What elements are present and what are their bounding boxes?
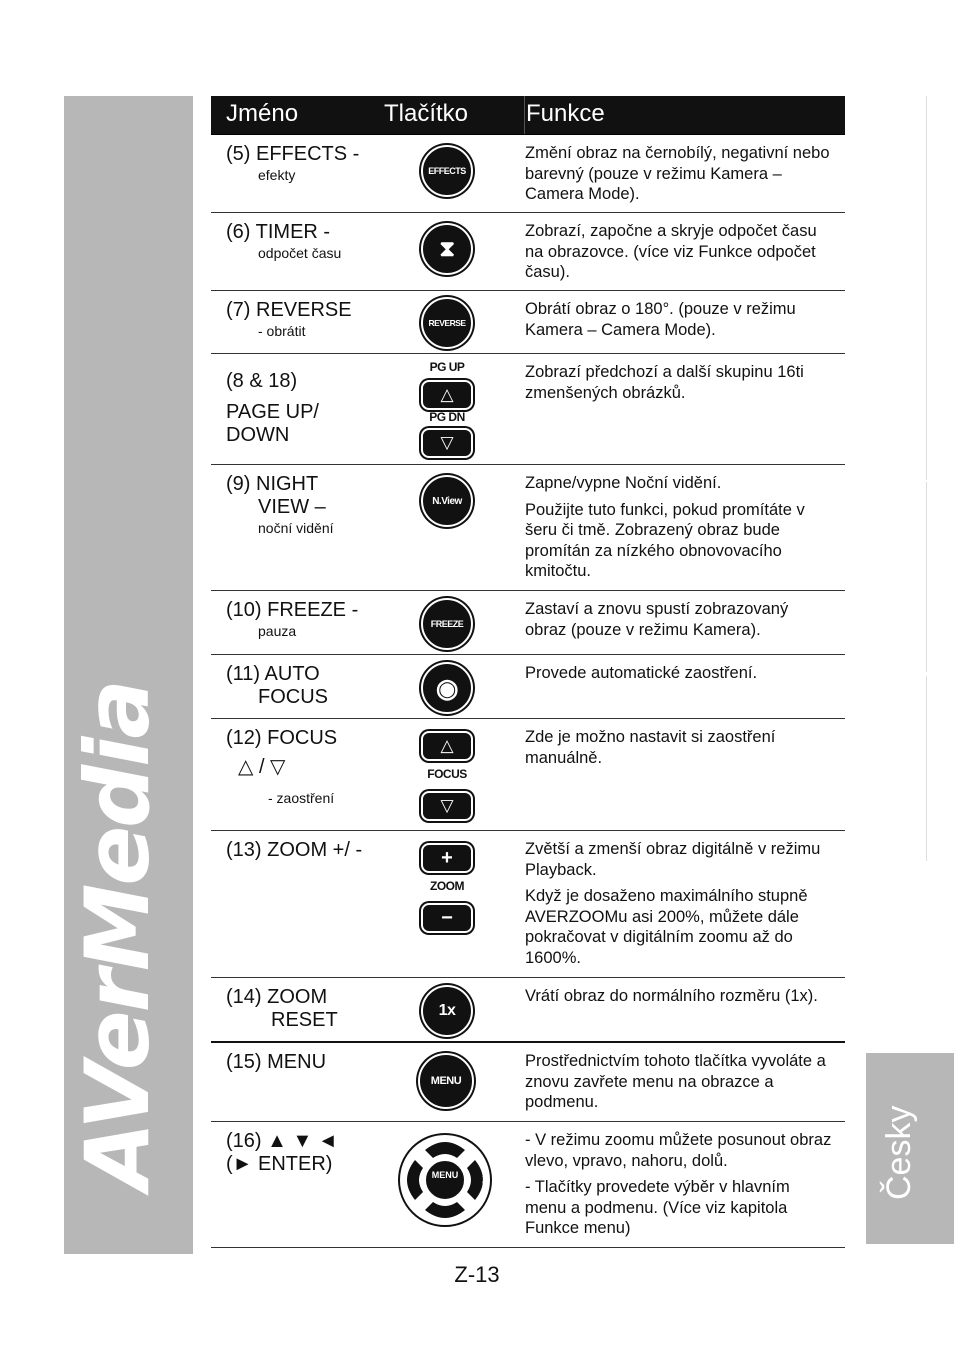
table-row — [211, 719, 845, 831]
table-row — [211, 1122, 845, 1248]
focus-down-icon: ▽ — [421, 791, 473, 821]
row-name: (7) REVERSE - obrátit — [226, 299, 352, 339]
nav-enter-label: ENTER — [480, 1170, 487, 1188]
header-button: Tlačítko — [384, 100, 469, 127]
row-function: Zobrazí předchozí a další skupinu 16ti zmenšených obrázků. — [525, 363, 804, 402]
zoom-reset-icon: 1x — [421, 985, 473, 1037]
row-name: (12) FOCUS △ / ▽ - zaostření — [226, 727, 338, 806]
menu-button-icon: MENU — [418, 1053, 474, 1109]
button-function-table — [211, 96, 845, 1248]
page-up-icon: △ — [421, 380, 473, 410]
page-number: Z-13 — [454, 1262, 500, 1287]
pgup-caption: PG UP — [429, 360, 465, 374]
edge-divider — [926, 676, 927, 861]
zoom-out-icon: − — [421, 903, 473, 933]
row-name: (10) FREEZE - pauza — [226, 599, 359, 639]
row-function: Zapne/vypne Noční vidění. Použijte tuto funkci, pokud promítáte v šeru či tmě. Zobrazený obraz bude promítán za nízkého obnovovacího kmitočtu. — [525, 474, 805, 580]
table-row — [211, 831, 845, 978]
nav-menu-label: MENU — [431, 1170, 459, 1180]
row-function: Zvětší a zmenší obraz digitálně v režimu Playback. Když je dosaženo maximálního stupně AVERZOOMu asi 200%, můžete dále pokračovat v digitálním zoomu až do 1600%. — [525, 840, 821, 967]
table-row — [211, 354, 845, 465]
row-name: (15) MENU — [226, 1051, 327, 1073]
eye-icon: ◉ — [421, 662, 473, 714]
focus-caption: FOCUS — [427, 767, 467, 781]
row-name: (9) NIGHT VIEW – noční vidění — [226, 473, 334, 536]
table-row — [211, 213, 845, 291]
row-function: Provede automatické zaostření. — [525, 664, 758, 682]
zoom-in-icon: + — [421, 843, 473, 873]
table-header — [211, 96, 845, 135]
row-function: Změní obraz na černobílý, negativní nebo barevný (pouze v režimu Kamera – Camera Mode). — [525, 144, 830, 203]
edge-divider — [926, 482, 927, 672]
table-row — [211, 978, 845, 1043]
row-name: (16) ▲ ▼ ◄ (► ENTER) — [226, 1130, 338, 1175]
row-function: Obrátí obraz o 180°. (pouze v režimu Kamera – Camera Mode). — [525, 300, 796, 339]
language-label: Česky — [880, 1105, 918, 1200]
row-function: Zde je možno nastavit si zaostření manuálně. — [525, 728, 776, 767]
night-view-button-icon: N.View — [421, 475, 473, 527]
header-name: Jméno — [226, 100, 299, 127]
header-divider — [524, 96, 525, 134]
avermedia-logo: AVerMedia — [66, 681, 169, 1190]
row-name: (6) TIMER - odpočet času — [226, 221, 342, 261]
edge-divider — [926, 96, 927, 480]
zoom-caption: ZOOM — [430, 879, 464, 893]
table-row — [211, 291, 845, 354]
page-down-icon: ▽ — [421, 428, 473, 458]
table-row — [211, 1043, 845, 1122]
timer-button-icon: ⧗ — [421, 223, 473, 275]
freeze-button-icon: FREEZE — [421, 598, 473, 650]
table-row — [211, 465, 845, 591]
row-name: (13) ZOOM +/ - — [226, 839, 363, 861]
row-name: (11) AUTO FOCUS — [226, 663, 328, 708]
row-name: (8 & 18) PAGE UP/ DOWN — [226, 370, 319, 446]
row-name: (14) ZOOM RESET — [226, 986, 338, 1031]
pgdn-caption: PG DN — [429, 410, 465, 424]
row-function: Vrátí obraz do normálního rozměru (1x). — [525, 987, 818, 1005]
row-function: - V režimu zoomu můžete posunout obraz vlevo, vpravo, nahoru, dolů. - Tlačítky provedete výběr v hlavním menu a podmenu. (Více viz kapitola Funkce menu) — [525, 1131, 832, 1237]
row-function: Prostřednictvím tohoto tlačítka vyvoláte a znovu zavřete menu na obrazce a podmenu. — [525, 1052, 826, 1111]
row-function: Zobrazí, započne a skryje odpočet času na obrazovce. (více viz Funkce odpočet času). — [525, 222, 817, 281]
reverse-button-icon: REVERSE — [421, 297, 473, 349]
row-function: Zastaví a znovu spustí zobrazovaný obraz (pouze v režimu Kamera). — [525, 600, 789, 639]
effects-button-icon: EFFECTS — [421, 145, 473, 197]
table-row — [211, 655, 845, 719]
header-function: Funkce — [526, 100, 605, 127]
table-row — [211, 135, 845, 213]
focus-up-icon: △ — [421, 731, 473, 761]
row-name: (5) EFFECTS - efekty — [226, 143, 360, 183]
table-row — [211, 591, 845, 655]
